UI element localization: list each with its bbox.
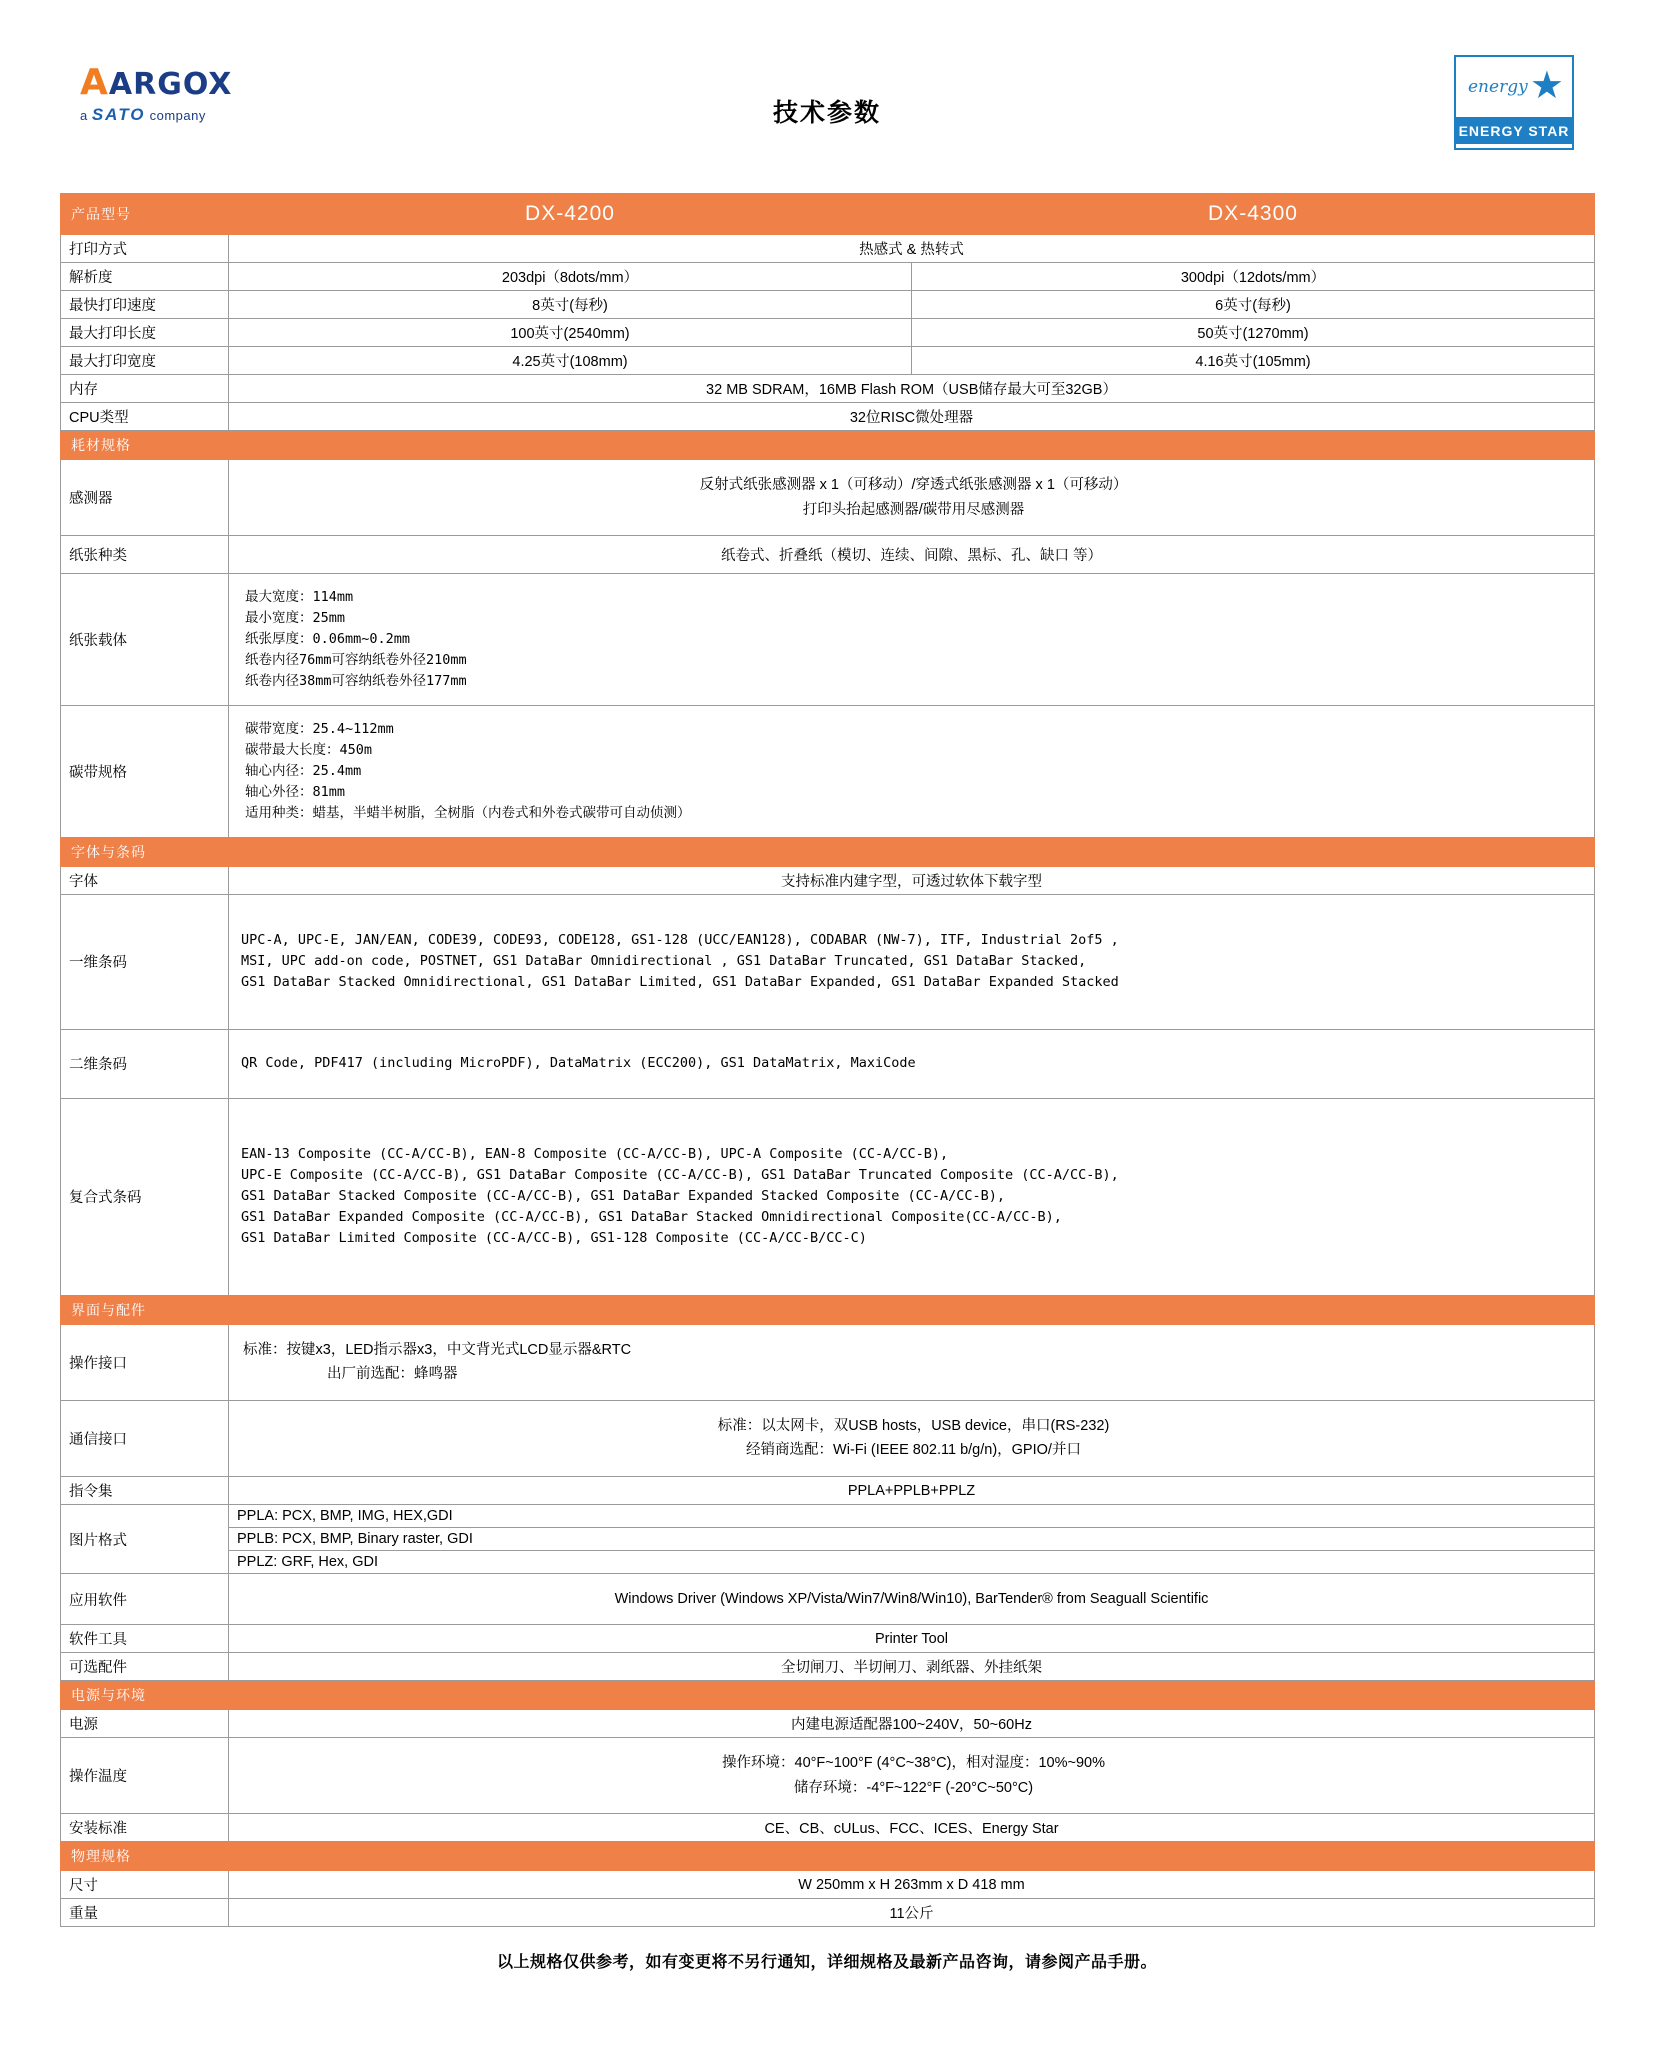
- operation-interface-line-2: 出厂前选配：蜂鸣器: [327, 1366, 458, 1383]
- barcode-composite-lines: [237, 1144, 1586, 1249]
- row-label-barcode-composite: 复合式条码: [61, 1098, 229, 1295]
- table-row: [61, 1505, 1595, 1528]
- table-row: [61, 1871, 1595, 1899]
- barcode-1d-line-2: MSI, UPC add-on code, POSTNET, GS1 DataBar Omnidirectional , GS1 DataBar Truncated, GS1 DataBar Stacked,: [241, 953, 1087, 970]
- row-label-command-set: 指令集: [61, 1477, 229, 1505]
- row-value-ribbon-spec: [229, 705, 1595, 837]
- logo-sub-post: company: [145, 108, 206, 123]
- barcode-composite-line-2: UPC-E Composite (CC-A/CC-B), GS1 DataBar Composite (CC-A/CC-B), GS1 DataBar Truncated Composite (CC-A/CC-B),: [241, 1167, 1119, 1184]
- star-icon: ★: [1529, 65, 1564, 107]
- ribbon-spec-line-1: 碳带宽度：25.4~112mm: [245, 720, 394, 737]
- sensor-line-1: 反射式纸张感测器 x 1（可移动）/穿透式纸张感测器 x 1（可移动）: [699, 477, 1128, 493]
- ribbon-spec-line-4: 轴心外径：81mm: [245, 783, 346, 800]
- table-row: [61, 460, 1595, 536]
- row-value-length-b: 50英寸(1270mm): [912, 319, 1595, 347]
- row-label-power: 电源: [61, 1710, 229, 1738]
- row-label-operation-interface: 操作接口: [61, 1324, 229, 1400]
- barcode-2d-line-1: QR Code, PDF417 (including MicroPDF), DataMatrix (ECC200), GS1 DataMatrix, MaxiCode: [241, 1055, 916, 1072]
- row-value-speed-b: 6英寸(每秒): [912, 291, 1595, 319]
- row-value-paper-type: 纸卷式、折叠纸（模切、连续、间隙、黑标、孔、缺口 等）: [229, 536, 1595, 574]
- table-row: [61, 375, 1595, 403]
- row-label-memory: 内存: [61, 375, 229, 403]
- row-label-sensor: 感测器: [61, 460, 229, 536]
- row-value-width-b: 4.16英寸(105mm): [912, 347, 1595, 375]
- image-format-row-pplb: PPLB: PCX, BMP, Binary raster, GDI: [229, 1528, 1595, 1551]
- row-value-certification: CE、CB、cULus、FCC、ICES、Energy Star: [229, 1814, 1595, 1842]
- row-value-paper-spec: [229, 574, 1595, 706]
- barcode-1d-line-3: GS1 DataBar Stacked Omnidirectional, GS1 DataBar Limited, GS1 DataBar Expanded, GS1 DataBar Expanded Stacked: [241, 973, 1119, 990]
- row-label-barcode-2d: 二维条码: [61, 1029, 229, 1098]
- table-row: [61, 1400, 1595, 1476]
- logo-wordmark: [80, 62, 250, 103]
- barcode-composite-line-4: GS1 DataBar Expanded Composite (CC-A/CC-B), GS1 DataBar Stacked Omnidirectional Composite(CC-A/CC-B),: [241, 1208, 1062, 1225]
- table-row: [61, 291, 1595, 319]
- row-value-power: 内建电源适配器100~240V，50~60Hz: [229, 1710, 1595, 1738]
- section-label-power: 电源与环境: [61, 1681, 1595, 1710]
- row-value-resolution-b: 300dpi（12dots/mm）: [912, 263, 1595, 291]
- logo-subtext: [80, 105, 250, 125]
- row-value-print-method: 热感式 & 热转式: [229, 235, 1595, 263]
- row-value-options: 全切闸刀、半切闸刀、剥纸器、外挂纸架: [229, 1653, 1595, 1681]
- barcode-composite-line-3: GS1 DataBar Stacked Composite (CC-A/CC-B), GS1 DataBar Expanded Stacked Composite (CC-A/CC-B),: [241, 1188, 1006, 1205]
- row-value-operation-interface: [229, 1324, 1595, 1400]
- row-value-font: 支持标准内建字型，可透过软体下载字型: [229, 866, 1595, 894]
- row-value-sensor: [229, 460, 1595, 536]
- specification-table: [60, 193, 1595, 1927]
- section-header-consumable: [61, 431, 1595, 460]
- table-row: [61, 347, 1595, 375]
- row-label-tool: 软件工具: [61, 1625, 229, 1653]
- row-label-paper-spec: 纸张载体: [61, 574, 229, 706]
- comm-interface-line-2: 经销商选配：Wi-Fi (IEEE 802.11 b/g/n)，GPIO/并口: [746, 1442, 1081, 1459]
- row-label-weight: 重量: [61, 1899, 229, 1927]
- row-label-temperature: 操作温度: [61, 1738, 229, 1814]
- paper-spec-line-3: 纸张厚度：0.06mm~0.2mm: [245, 631, 411, 648]
- energy-star-word: energy: [1468, 77, 1528, 97]
- row-value-weight: 11公斤: [229, 1899, 1595, 1927]
- row-label-print-width: 最大打印宽度: [61, 347, 229, 375]
- energy-star-label: ENERGY STAR: [1456, 117, 1572, 144]
- section-label-physical: 物理规格: [61, 1842, 1595, 1871]
- table-row: [61, 574, 1595, 706]
- row-value-software: Windows Driver (Windows XP/Vista/Win7/Win8/Win10), BarTender® from Seaguall Scientific: [229, 1574, 1595, 1625]
- row-value-tool: Printer Tool: [229, 1625, 1595, 1653]
- row-label-font: 字体: [61, 866, 229, 894]
- row-value-dimension: W 250mm x H 263mm x D 418 mm: [229, 1871, 1595, 1899]
- paper-spec-line-1: 最大宽度：114mm: [245, 589, 354, 606]
- table-row: [61, 1528, 1595, 1551]
- row-value-memory: 32 MB SDRAM，16MB Flash ROM（USB储存最大可至32GB）: [229, 375, 1595, 403]
- table-row: [61, 1477, 1595, 1505]
- row-label-options: 可选配件: [61, 1653, 229, 1681]
- row-value-cpu: 32位RISC微处理器: [229, 403, 1595, 431]
- paper-spec-line-5: 纸卷内径38mm可容纳纸卷外径177mm: [245, 672, 467, 689]
- row-label-print-method: 打印方式: [61, 235, 229, 263]
- row-value-width-a: 4.25英寸(108mm): [229, 347, 912, 375]
- table-row: [61, 1814, 1595, 1842]
- row-value-speed-a: 8英寸(每秒): [229, 291, 912, 319]
- table-row: [61, 403, 1595, 431]
- table-row: [61, 1738, 1595, 1814]
- row-label-paper-type: 纸张种类: [61, 536, 229, 574]
- row-value-command-set: PPLA+PPLB+PPLZ: [229, 1477, 1595, 1505]
- row-label-software: 应用软件: [61, 1574, 229, 1625]
- operation-interface-line-1: 标准：按键x3，LED指示器x3，中文背光式LCD显示器&RTC: [243, 1341, 632, 1358]
- table-row: [61, 1625, 1595, 1653]
- page-title: 技术参数: [772, 99, 881, 127]
- row-label-ribbon-spec: 碳带规格: [61, 705, 229, 837]
- ribbon-spec-lines: [237, 709, 1586, 834]
- row-label-image-format: 图片格式: [61, 1505, 229, 1574]
- table-row: [61, 1324, 1595, 1400]
- temperature-line-1: 操作环境：40°F~100°F (4°C~38°C)，相对湿度：10%~90%: [722, 1755, 1105, 1772]
- table-row: [61, 536, 1595, 574]
- row-label-barcode-1d: 一维条码: [61, 894, 229, 1029]
- paper-spec-line-4: 纸卷内径76mm可容纳纸卷外径210mm: [245, 652, 467, 669]
- row-label-cpu: CPU类型: [61, 403, 229, 431]
- section-label-interface: 界面与配件: [61, 1295, 1595, 1324]
- sensor-line-2: 打印头抬起感测器/碳带用尽感测器: [802, 501, 1025, 518]
- image-format-row-pplz: PPLZ: GRF, Hex, GDI: [229, 1551, 1595, 1574]
- section-header-interface: [61, 1295, 1595, 1324]
- temperature-line-2: 储存环境：-4°F~122°F (-20°C~50°C): [793, 1779, 1034, 1796]
- row-value-barcode-1d: [229, 894, 1595, 1029]
- header-model-dx4300: DX-4300: [912, 194, 1595, 235]
- row-value-barcode-2d: [229, 1029, 1595, 1098]
- section-label-consumable: 耗材规格: [61, 431, 1595, 460]
- row-value-barcode-composite: [229, 1098, 1595, 1295]
- comm-interface-line-1: 标准：以太网卡，双USB hosts，USB device，串口(RS-232): [717, 1417, 1110, 1434]
- ribbon-spec-line-3: 轴心内径：25.4mm: [245, 762, 362, 779]
- table-row: [61, 235, 1595, 263]
- table-row: [61, 1098, 1595, 1295]
- logo-a-glyph: A: [80, 62, 109, 103]
- argox-logo: [80, 62, 250, 125]
- barcode-2d-lines: [237, 1053, 1586, 1074]
- table-row: [61, 319, 1595, 347]
- table-row: [61, 894, 1595, 1029]
- table-row: [61, 263, 1595, 291]
- image-format-row-ppla: PPLA: PCX, BMP, IMG, HEX,GDI: [229, 1505, 1595, 1528]
- table-row: [61, 1574, 1595, 1625]
- logo-text: ARGOX: [108, 67, 233, 102]
- table-row: [61, 866, 1595, 894]
- header-model-dx4200: DX-4200: [229, 194, 912, 235]
- table-row: [61, 1653, 1595, 1681]
- row-label-dimension: 尺寸: [61, 1871, 229, 1899]
- row-label-print-speed: 最快打印速度: [61, 291, 229, 319]
- row-label-comm-interface: 通信接口: [61, 1400, 229, 1476]
- section-header-physical: [61, 1842, 1595, 1871]
- energy-star-top: [1456, 57, 1572, 117]
- footer-note: 以上规格仅供参考，如有变更将不另行通知，详细规格及最新产品咨询，请参阅产品手册。: [496, 1954, 1157, 1972]
- table-row: [61, 1029, 1595, 1098]
- row-value-temperature: [229, 1738, 1595, 1814]
- row-label-print-length: 最大打印长度: [61, 319, 229, 347]
- logo-sub-pre: a: [80, 108, 92, 123]
- row-value-comm-interface: [229, 1400, 1595, 1476]
- energy-star-badge: [1454, 55, 1574, 150]
- table-header-row: [61, 194, 1595, 235]
- logo-sato-brand: SATO: [91, 105, 146, 124]
- ribbon-spec-line-5: 适用种类：蜡基，半蜡半树脂，全树脂（内卷式和外卷式碳带可自动侦测）: [245, 804, 691, 821]
- paper-spec-lines: [237, 577, 1586, 702]
- table-row: [61, 1899, 1595, 1927]
- page-header: [60, 55, 1594, 165]
- ribbon-spec-line-2: 碳带最大长度：450m: [245, 741, 373, 758]
- row-value-resolution-a: 203dpi（8dots/mm）: [229, 263, 912, 291]
- table-row: [61, 705, 1595, 837]
- table-row: [61, 1551, 1595, 1574]
- header-label-model: 产品型号: [61, 194, 229, 235]
- table-row: [61, 1710, 1595, 1738]
- section-label-font: 字体与条码: [61, 837, 1595, 866]
- paper-spec-line-2: 最小宽度：25mm: [245, 610, 346, 627]
- row-label-certification: 安装标准: [61, 1814, 229, 1842]
- section-header-font: [61, 837, 1595, 866]
- barcode-composite-line-1: EAN-13 Composite (CC-A/CC-B), EAN-8 Composite (CC-A/CC-B), UPC-A Composite (CC-A/CC-B),: [241, 1146, 949, 1163]
- row-label-resolution: 解析度: [61, 263, 229, 291]
- barcode-1d-line-1: UPC-A, UPC-E, JAN/EAN, CODE39, CODE93, CODE128, GS1-128 (UCC/EAN128), CODABAR (NW-7), ITF, Industrial 2of5 ,: [241, 932, 1119, 949]
- barcode-composite-line-5: GS1 DataBar Limited Composite (CC-A/CC-B), GS1-128 Composite (CC-A/CC-B/CC-C): [241, 1229, 867, 1246]
- section-header-power: [61, 1681, 1595, 1710]
- barcode-1d-lines: [237, 930, 1586, 993]
- row-value-length-a: 100英寸(2540mm): [229, 319, 912, 347]
